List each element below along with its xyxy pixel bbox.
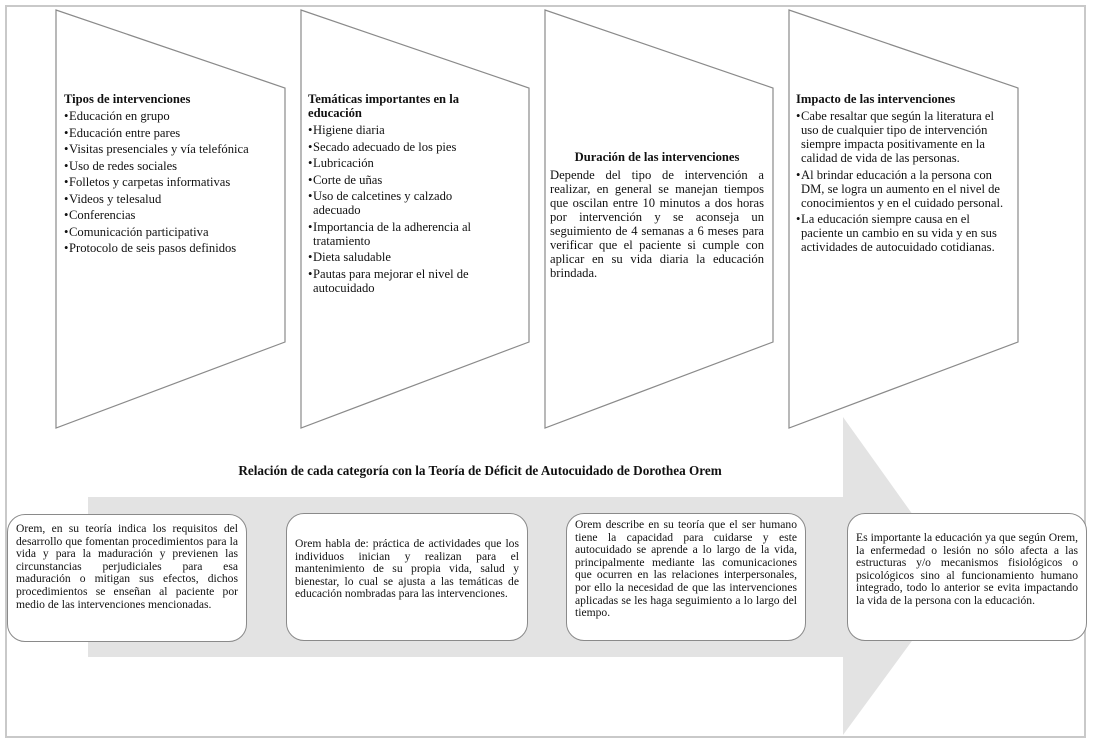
column-duracion	[550, 150, 764, 280]
list-item: • Higiene diaria	[308, 123, 496, 137]
orem-box-2: Orem habla de: práctica de actividades que los individuos inician y realizan para el mantenimiento de su propia vida, salud y bienestar, lo cual se ajusta a las temáticas de educación nombradas para las intervenciones.	[286, 513, 528, 641]
list-item: • La educación siempre causa en el paciente un cambio en su vida y en sus actividades de autocuidado cotidianas.	[796, 212, 1006, 254]
column-title: Tipos de intervenciones	[64, 92, 191, 106]
list-item: • Al brindar educación a la persona con DM, se logra un aumento en el nivel de conocimientos y en el cuidado personal.	[796, 168, 1006, 210]
column-tipos	[64, 92, 274, 258]
list-item: • Visitas presenciales y vía telefónica	[64, 142, 274, 156]
column-title: Temáticas importantes en la educación	[308, 92, 459, 120]
orem-box-3: Orem describe en su teoría que el ser humano tiene la capacidad para cuidarse y este autocuidado se aprende a lo largo de la vida, principalmente mediante las comunicaciones que ocurren en las relaciones interpersonales, por ello la necesidad de que las intervenciones aplicadas se les haga seguimiento a lo largo del tiempo.	[566, 513, 806, 641]
item-list	[308, 123, 496, 295]
relation-title: Relación de cada categoría con la Teoría de Déficit de Autocuidado de Dorothea Orem	[238, 463, 722, 478]
list-item: • Videos y telesalud	[64, 192, 274, 206]
column-tematicas	[308, 92, 496, 297]
list-item: • Dieta saludable	[308, 250, 496, 264]
list-item: • Secado adecuado de los pies	[308, 140, 496, 154]
item-list	[64, 109, 274, 255]
item-list	[796, 109, 1006, 254]
column-impacto	[796, 92, 1006, 257]
column-title: Duración de las intervenciones	[574, 150, 740, 164]
list-item: • Uso de redes sociales	[64, 159, 274, 173]
orem-box-1: Orem, en su teoría indica los requisitos del desarrollo que fomentan procedimientos para la vida y para la maduración y previenen las circunstancias perjudiciales para esa maduración o mitigan sus efectos, dichos procedimientos se enseñan al paciente por medio de las intervenciones mencionadas.	[7, 514, 247, 642]
list-item: • Educación entre pares	[64, 126, 274, 140]
column-text: Depende del tipo de intervención a realizar, en general se manejan tiempos que oscilan entre 10 minutos a dos horas por intervención y se aconseja un seguimiento de 4 semanas a 6 meses para verificar que el paciente si cumple con aplicar en su vida diaria la educación brindada.	[550, 168, 764, 280]
orem-box-4: Es importante la educación ya que según Orem, la enfermedad o lesión no sólo afecta a las estructuras y/o mecanismos fisiológicos o psicológicos sino al funcionamiento humano integrado, todo lo anterior se evita impactando la vida de la persona con la educación.	[847, 513, 1087, 641]
column-title: Impacto de las intervenciones	[796, 92, 956, 106]
list-item: • Folletos y carpetas informativas	[64, 175, 274, 189]
list-item: • Lubricación	[308, 156, 496, 170]
list-item: • Importancia de la adherencia al tratamiento	[308, 220, 496, 248]
list-item: • Corte de uñas	[308, 173, 496, 187]
list-item: • Comunicación participativa	[64, 225, 274, 239]
list-item: • Pautas para mejorar el nivel de autocuidado	[308, 267, 496, 295]
list-item: • Protocolo de seis pasos definidos	[64, 241, 274, 255]
list-item: • Uso de calcetines y calzado adecuado	[308, 189, 496, 217]
list-item: • Cabe resaltar que según la literatura el uso de cualquier tipo de intervención siempre impacta positivamente en la calidad de vida de las personas.	[796, 109, 1006, 165]
list-item: • Educación en grupo	[64, 109, 274, 123]
list-item: • Conferencias	[64, 208, 274, 222]
